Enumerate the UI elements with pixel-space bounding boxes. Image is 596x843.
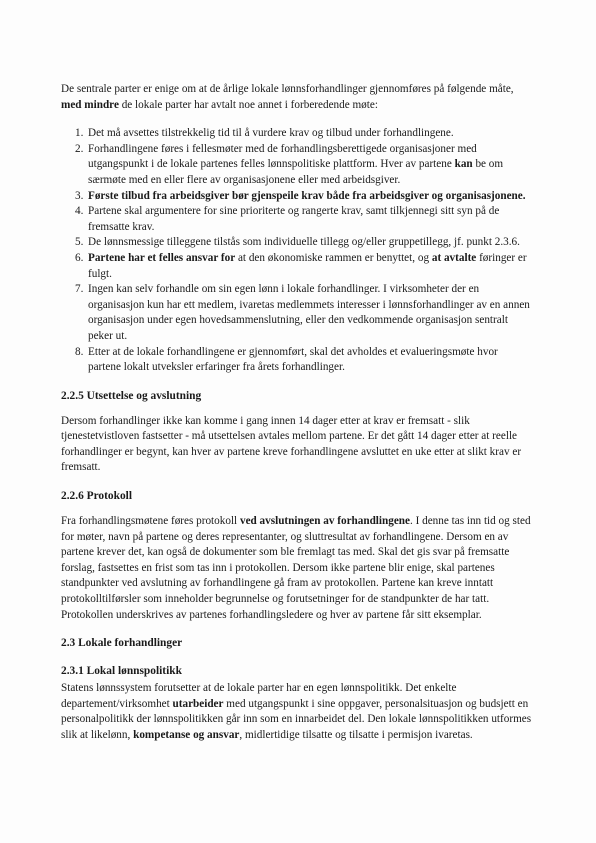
list-item	[61, 345, 533, 376]
list-item-number: 6.	[75, 251, 84, 264]
section-body-2-2-5: Dersom forhandlinger ikke kan komme i gang innen 14 dager etter at krav er fremsatt - slik tjenestetvistloven fastsetter - må utsettelsen avtales mellom partene. Er det gått 14 dager etter at reelle forhandlinger er begynt, kan hver av partene kreve forhandlingene avsluttet en uke etter at slikt krav er fremsatt.	[61, 414, 522, 474]
section-body-2-2-6: Fra forhandlingsmøtene føres protokoll ved avslutningen av forhandlingene. I denne tas inn tid og sted for møter, navn på partene og deres representanter, og sluttresultat av forhandlingene. Dersom en av partene krever det, kan også de dokumenter som ble fremlagt tas med. Skal det gis svar på fremsatte forslag, fastsettes en frist som tas inn i protokollen. Dersom ikke partene blir enige, skal partenes standpunkter ved avslutning av forhandlingene gå fram av protokollen. Partene kan kreve inntatt protokolltilførsler som inneholder begrunnelse og forutsetninger for de standpunkter de har tatt. Protokollen underskrives av partenes forhandlingsledere og hver av partene får sitt eksemplar.	[61, 515, 531, 621]
list-item-number: 5.	[75, 236, 84, 249]
section-heading-2-2-5: 2.2.5 Utsettelse og avslutning	[61, 389, 202, 402]
negotiation-rules-list	[61, 126, 533, 376]
list-item-bold-text: Første tilbud fra arbeidsgiver bør gjenspeile krav både fra arbeidsgiver og organisasjonene.	[88, 189, 526, 202]
list-item	[61, 235, 533, 251]
section-body-2-3-1: Statens lønnssystem forutsetter at de lokale parter har en egen lønnspolitikk. Det enkelte departement/virksomhet utarbeider med utgangspunkt i sine oppgaver, personalsituasjon og budsjett en personalpolitikk der lønnspolitikken går inn som en innarbeidet del. Den lokale lønnspolitikken utformes slik at likelønn, kompetanse og ansvar, midlertidige tilsatte og tilsatte i permisjon ivaretas.	[61, 682, 532, 741]
list-item-text: Ingen kan selv forhandle om sin egen lønn i lokale forhandlinger. I virksomheter der en organisasjon kun har ett medlem, ivaretas medlemmets interesser i lønnsforhandlinger av en annen organisasjon under egen hovedsammenslutning, eller den vedkommende organisasjon sentralt peker ut.	[88, 283, 530, 342]
list-item	[61, 204, 533, 235]
list-item	[61, 189, 533, 205]
intro-paragraph: De sentrale parter er enige om at de årlige lokale lønnsforhandlinger gjennomføres på følgende måte, med mindre de lokale parter har avtalt noe annet i forberedende møte:	[61, 83, 514, 111]
section-heading-2-2-6: 2.2.6 Protokoll	[61, 490, 132, 503]
list-item-text: at den økonomiske rammen er benyttet, og	[235, 251, 432, 264]
list-item	[61, 251, 533, 282]
list-item	[61, 142, 533, 189]
document-body	[61, 82, 533, 754]
list-item-text: Etter at de lokale forhandlingene er gjennomført, skal det avholdes et evalueringsmøte hvor partene lokalt utveksler erfaringer fra årets forhandlinger.	[88, 345, 498, 374]
list-item-number: 7.	[75, 283, 84, 296]
list-item-number: 1.	[75, 127, 84, 140]
list-item-number: 8.	[75, 345, 84, 358]
list-item-text: be om særmøte med en eller flere av organisasjonene eller med arbeidsgiver.	[88, 158, 504, 186]
list-item-text: føringer er fulgt.	[88, 251, 527, 280]
list-item	[61, 282, 533, 344]
list-item-text: Partene skal argumentere for sine prioriterte og rangerte krav, samt tilkjennegi sitt syn på de fremsatte krav.	[88, 205, 500, 233]
list-item-text: Det må avsettes tilstrekkelig tid til å vurdere krav og tilbud under forhandlingene.	[88, 127, 454, 140]
list-item-number: 3.	[75, 189, 84, 202]
list-item-text: Forhandlingene føres i fellesmøter med de forhandlingsberettigede organisasjoner med utgangspunkt i de lokale partenes felles lønnspolitiske plattform. Hver av partene	[88, 142, 477, 171]
section-heading-2-3: 2.3 Lokale forhandlinger	[61, 637, 183, 650]
list-item-bold-text: at avtalte	[431, 251, 477, 264]
list-item-number: 2.	[75, 142, 84, 155]
list-item-text: De lønnsmessige tilleggene tilstås som individuelle tillegg og/eller gruppetillegg, jf. punkt 2.3.6.	[88, 236, 520, 249]
list-item	[61, 126, 533, 142]
list-item-bold-text: kan	[454, 158, 473, 171]
list-item-bold-text: Partene har et felles ansvar for	[88, 251, 236, 264]
list-item-number: 4.	[75, 205, 84, 218]
section-heading-2-3-1: 2.3.1 Lokal lønnspolitikk	[61, 665, 182, 678]
